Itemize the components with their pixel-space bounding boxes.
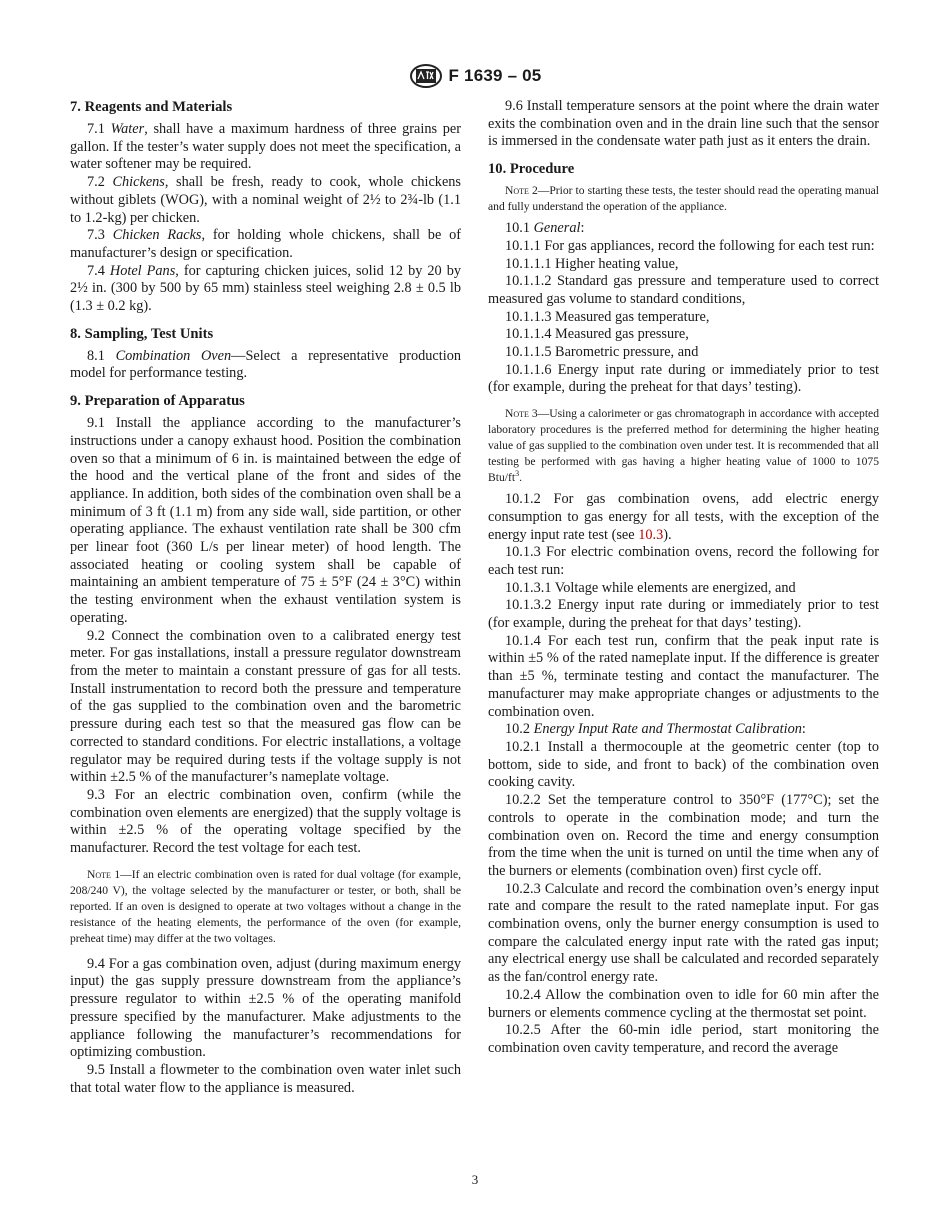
paragraph-9-6: 9.6 Install temperature sensors at the point where the drain water exits the combination oven and in the drain line such that the sensor is immersed in the condensate water path just as it enters the drain. (488, 98, 879, 150)
note-1: Note 1—If an electric combination oven is rated for dual voltage (for example, 208/240 V), the voltage selected by the manufacturer or tester, or both, shall be reported. If an oven is designed to operate at two voltages without a change in the resistance of the heating elements, the performance of the oven (for example, preheat time) may differ at the two voltages. (70, 867, 461, 945)
standard-designation: F 1639 – 05 (448, 66, 542, 85)
paragraph-10-1-1-4: 10.1.1.4 Measured gas pressure, (505, 326, 689, 343)
paragraph-10-1-4: 10.1.4 For each test run, confirm that the peak input rate is within ±5 % of the rated nameplate input. If the difference is greater than ±5 %, terminate testing and contact the manufacturer. The manufacturer may make appropriate changes or adjustments to the combination oven. (488, 632, 879, 720)
paragraph-10-1: 10.1 General: (505, 220, 585, 237)
paragraph-10-2-1: 10.2.1 Install a thermocouple at the geometric center (top to bottom, side to side, and front to back) of the combination oven cooking cavity. (488, 738, 879, 791)
section-7-heading: 7. Reagents and Materials (70, 99, 233, 115)
paragraph-10-1-3-2: 10.1.3.2 Energy input rate during or immediately prior to test (for example, during the preheat for that days’ testing). (488, 597, 879, 632)
paragraph-10-1-1-6: 10.1.1.6 Energy input rate during or immediately prior to test (for example, during the preheat for that days’ testing). (488, 361, 879, 396)
paragraph-10-2-3: 10.2.3 Calculate and record the combination oven’s energy input rate and compare the result to the rated nameplate input. For gas combination ovens, only the burner energy consumption is used to compare the calculated energy input rate with the rated gas input; any electrical energy use shall be calculated and recorded separately as the fan/control energy rate. (488, 880, 879, 986)
paragraph-10-1-3-1: 10.1.3.1 Voltage while elements are energized, and (505, 579, 796, 596)
section-10-heading: 10. Procedure (488, 161, 575, 178)
paragraph-7-4: 7.4 Hotel Pans, for capturing chicken juices, solid 12 by 20 by 2½ in. (300 by 500 by 65 mm) stainless steel weighing 2.8 ± 0.5 lb (1.3 ± 0.2 kg). (70, 262, 461, 315)
right-column (488, 98, 879, 1058)
paragraph-7-3: 7.3 Chicken Racks, for holding whole chickens, shall be of manufacturer’s design or specification. (70, 227, 462, 261)
left-column (70, 98, 461, 1097)
note-3: Note 3—Using a calorimeter or gas chromatograph in accordance with accepted laboratory procedures is the preferred method for determining the higher heating value of gas supplied to the combination oven under test. It is recommended that all testing be performed with gas having a higher heating value of 1000 to 1075 Btu/$ft^3$. (488, 407, 879, 485)
paragraph-7-1: 7.1 Water, shall have a maximum hardness of three grains per gallon. If the tester’s water supply does not meet the specification, a water softener may be required. (70, 121, 461, 173)
paragraph-10-1-1-1: 10.1.1.1 Higher heating value, (505, 255, 679, 272)
page-number: 3 (471, 1172, 479, 1187)
paragraph-10-1-1-5: 10.1.1.5 Barometric pressure, and (505, 344, 699, 361)
note-2: Note 2—Prior to starting these tests, the tester should read the operating manual and fully understand the operation of the appliance. (488, 184, 879, 214)
paragraph-10-1-1-3: 10.1.1.3 Measured gas temperature, (505, 308, 710, 325)
paragraph-10-2-4: 10.2.4 Allow the combination oven to idle for 60 min after the burners or elements commence cycling at the thermostat set point. (488, 986, 879, 1021)
paragraph-10-1-2: 10.1.2 For gas combination ovens, add electric energy consumption to gas energy for all tests, with the exception of the energy input rate test (see 10.3). (488, 491, 879, 543)
paragraph-10-2-5: 10.2.5 After the 60-min idle period, start monitoring the combination oven cavity temperature, and record the average (488, 1022, 879, 1056)
page-header (0, 62, 950, 90)
paragraph-10-1-3: 10.1.3 For electric combination ovens, record the following for each test run: (488, 544, 879, 578)
paragraph-9-5: 9.5 Install a flowmeter to the combination oven water inlet such that total water flow to the appliance is measured. (70, 1061, 461, 1096)
paragraph-10-1-1-2: 10.1.1.2 Standard gas pressure and temperature used to correct measured gas volume to standard conditions, (488, 273, 879, 307)
paragraph-10-2: 10.2 Energy Input Rate and Thermostat Calibration: (505, 721, 806, 738)
section-8-heading: 8. Sampling, Test Units (70, 325, 214, 342)
paragraph-9-2: 9.2 Connect the combination oven to a calibrated energy test meter. For gas installations, install a pressure regulator downstream from the meter to maintain a constant pressure of gas for all tests. Install instrumentation to record both the pressure and temperature of the gas supplied to the combination oven and the barometric pressure during each test so that the measured gas flow can be corrected to standard conditions. For electric installations, a voltage regulator may be required during tests if the voltage supply is not within ±2.5 % of the manufacturer’s nameplate voltage. (70, 627, 461, 786)
paragraph-10-1-1: 10.1.1 For gas appliances, record the following for each test run: (505, 237, 875, 254)
paragraph-9-3: 9.3 For an electric combination oven, confirm (while the combination oven elements are energized) that the supply voltage is within ±2.5 % of the operating voltage specified by the manufacturer. Record the test voltage for each test. (70, 786, 461, 857)
paragraph-9-4: 9.4 For a gas combination oven, adjust (during maximum energy input) the gas supply pressure downstream from the appliance’s pressure regulator to within ±2.5 % of the operating manifold pressure specified by the manufacturer. Make adjustments to the appliance following the manufacturer’s recommendations for optimizing combustion. (70, 955, 461, 1061)
paragraph-8-1: 8.1 Combination Oven—Select a representative production model for performance testing. (70, 347, 461, 382)
astm-logo-icon (409, 63, 443, 89)
section-9-heading: 9. Preparation of Apparatus (70, 393, 245, 410)
paragraph-10-2-2: 10.2.2 Set the temperature control to 350°F (177°C); set the controls to operate in the combination mode; and turn the combination oven on. Record the time and energy consumption from the time when the unit is turned on until the time when any of the burners or elements (combination oven) first cycle off. (488, 792, 879, 879)
paragraph-7-2: 7.2 Chickens, shall be fresh, ready to cook, whole chickens without giblets (WOG), with a nominal weight of 2½ to 2¾-lb (1.1 to 1.2-kg) per chicken. (70, 174, 461, 226)
paragraph-9-1: 9.1 Install the appliance according to the manufacturer’s instructions under a canopy exhaust hood. Position the combination oven so that a minimum of 6 in. is maintained between the edge of the hood and the vertical plane of the front and sides of the appliance. In addition, both sides of the combination oven shall be a minimum of 3 ft (1.1 m) from any side wall, side partition, or other operating appliance. The exhaust ventilation rate shall be 300 cfm per linear foot (360 L/s per linear meter) of hood length. The associated heating or cooling system shall be capable of maintaining an ambient temperature of 75 ± 5°F (24 ± 3°C) within the testing environment when the exhaust ventilation system is operating. (70, 415, 461, 626)
section-10-3-link[interactable]: 10.3 (638, 526, 664, 543)
